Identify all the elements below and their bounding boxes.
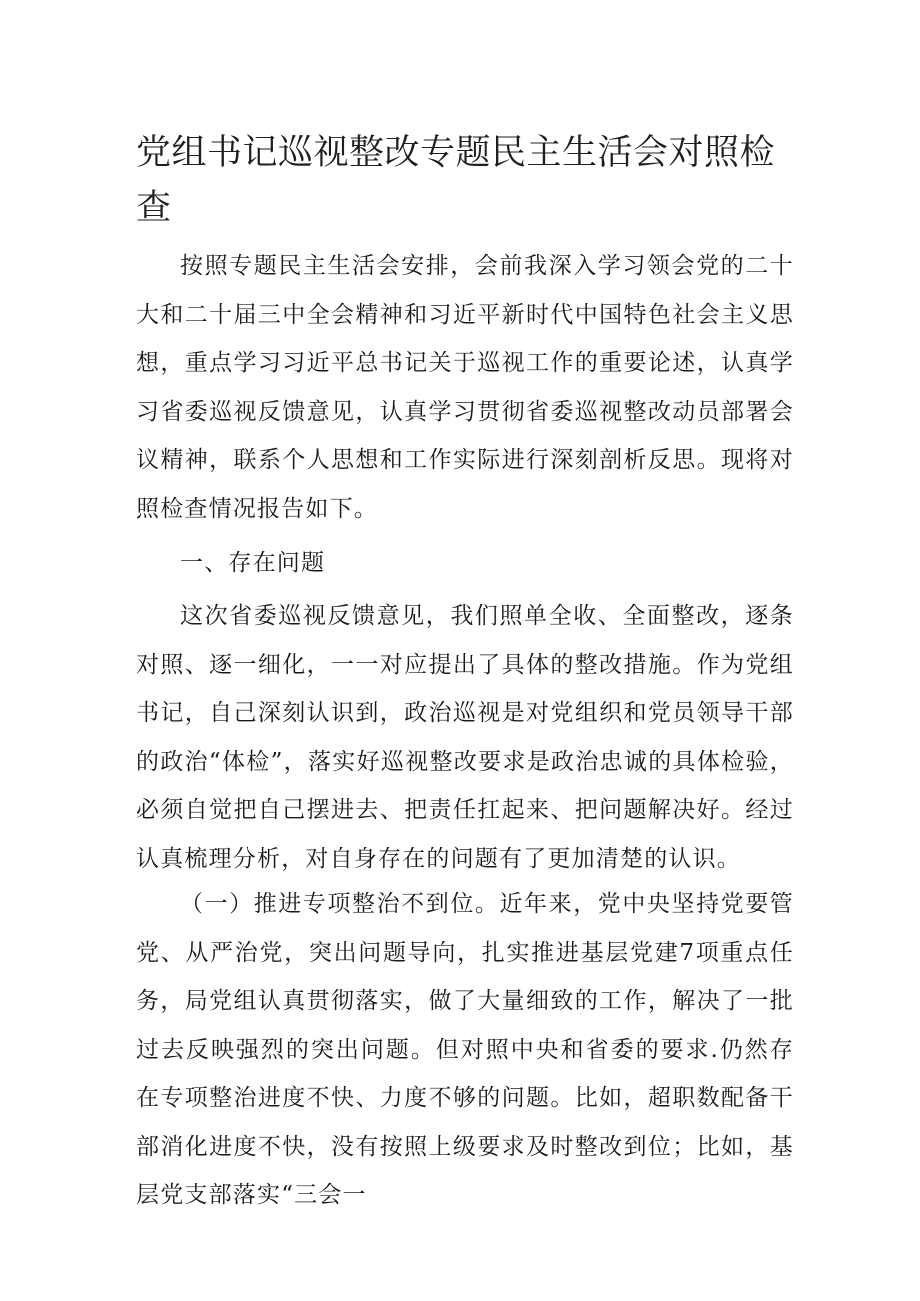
intro-paragraph: 按照专题民主生活会安排，会前我深入学习领会党的二十大和二十届三中全会精神和习近平新时代中国特色社会主义思想，重点学习习近平总书记关于巡视工作的重要论述，认真学习省委巡视反馈意见，认真学习贯彻省委巡视整改动员部署会议精神，联系个人思想和工作实际进行深刻剖析反思。现将对照检查情况报告如下。 [136, 253, 794, 522]
document-title: 党组书记巡视整改专题民主生活会对照检查 [136, 133, 776, 228]
section-heading-problems: 一、存在问题 [180, 550, 326, 576]
body-paragraph: 这次省委巡视反馈意见，我们照单全收、全面整改，逐条对照、逐一细化，一一对应提出了具体的整改措施。作为党组书记，自己深刻认识到，政治巡视是对党组织和党员领导干部的政治“体检”，落实好巡视整改要求是政治忠诚的具体检验，必须自觉把自己摆进去、把责任扛起来、把问题解决好。经过认真梳理分析，对自身存在的问题有了更加清楚的认识。 [136, 603, 794, 872]
body-paragraph-item-1: （一）推进专项整治不到位。近年来，党中央坚持党要管党、从严治党，突出问题导向，扎实推进基层党建7项重点任务，局党组认真贯彻落实，做了大量细致的工作，解决了一批过去反映强烈的突出问题。但对照中央和省委的要求.仍然存在专项整治进度不快、力度不够的问题。比如，超职数配备干部消化进度不快，没有按照上级要求及时整改到位；比如，基层党支部落实“三会一 [136, 891, 794, 1208]
